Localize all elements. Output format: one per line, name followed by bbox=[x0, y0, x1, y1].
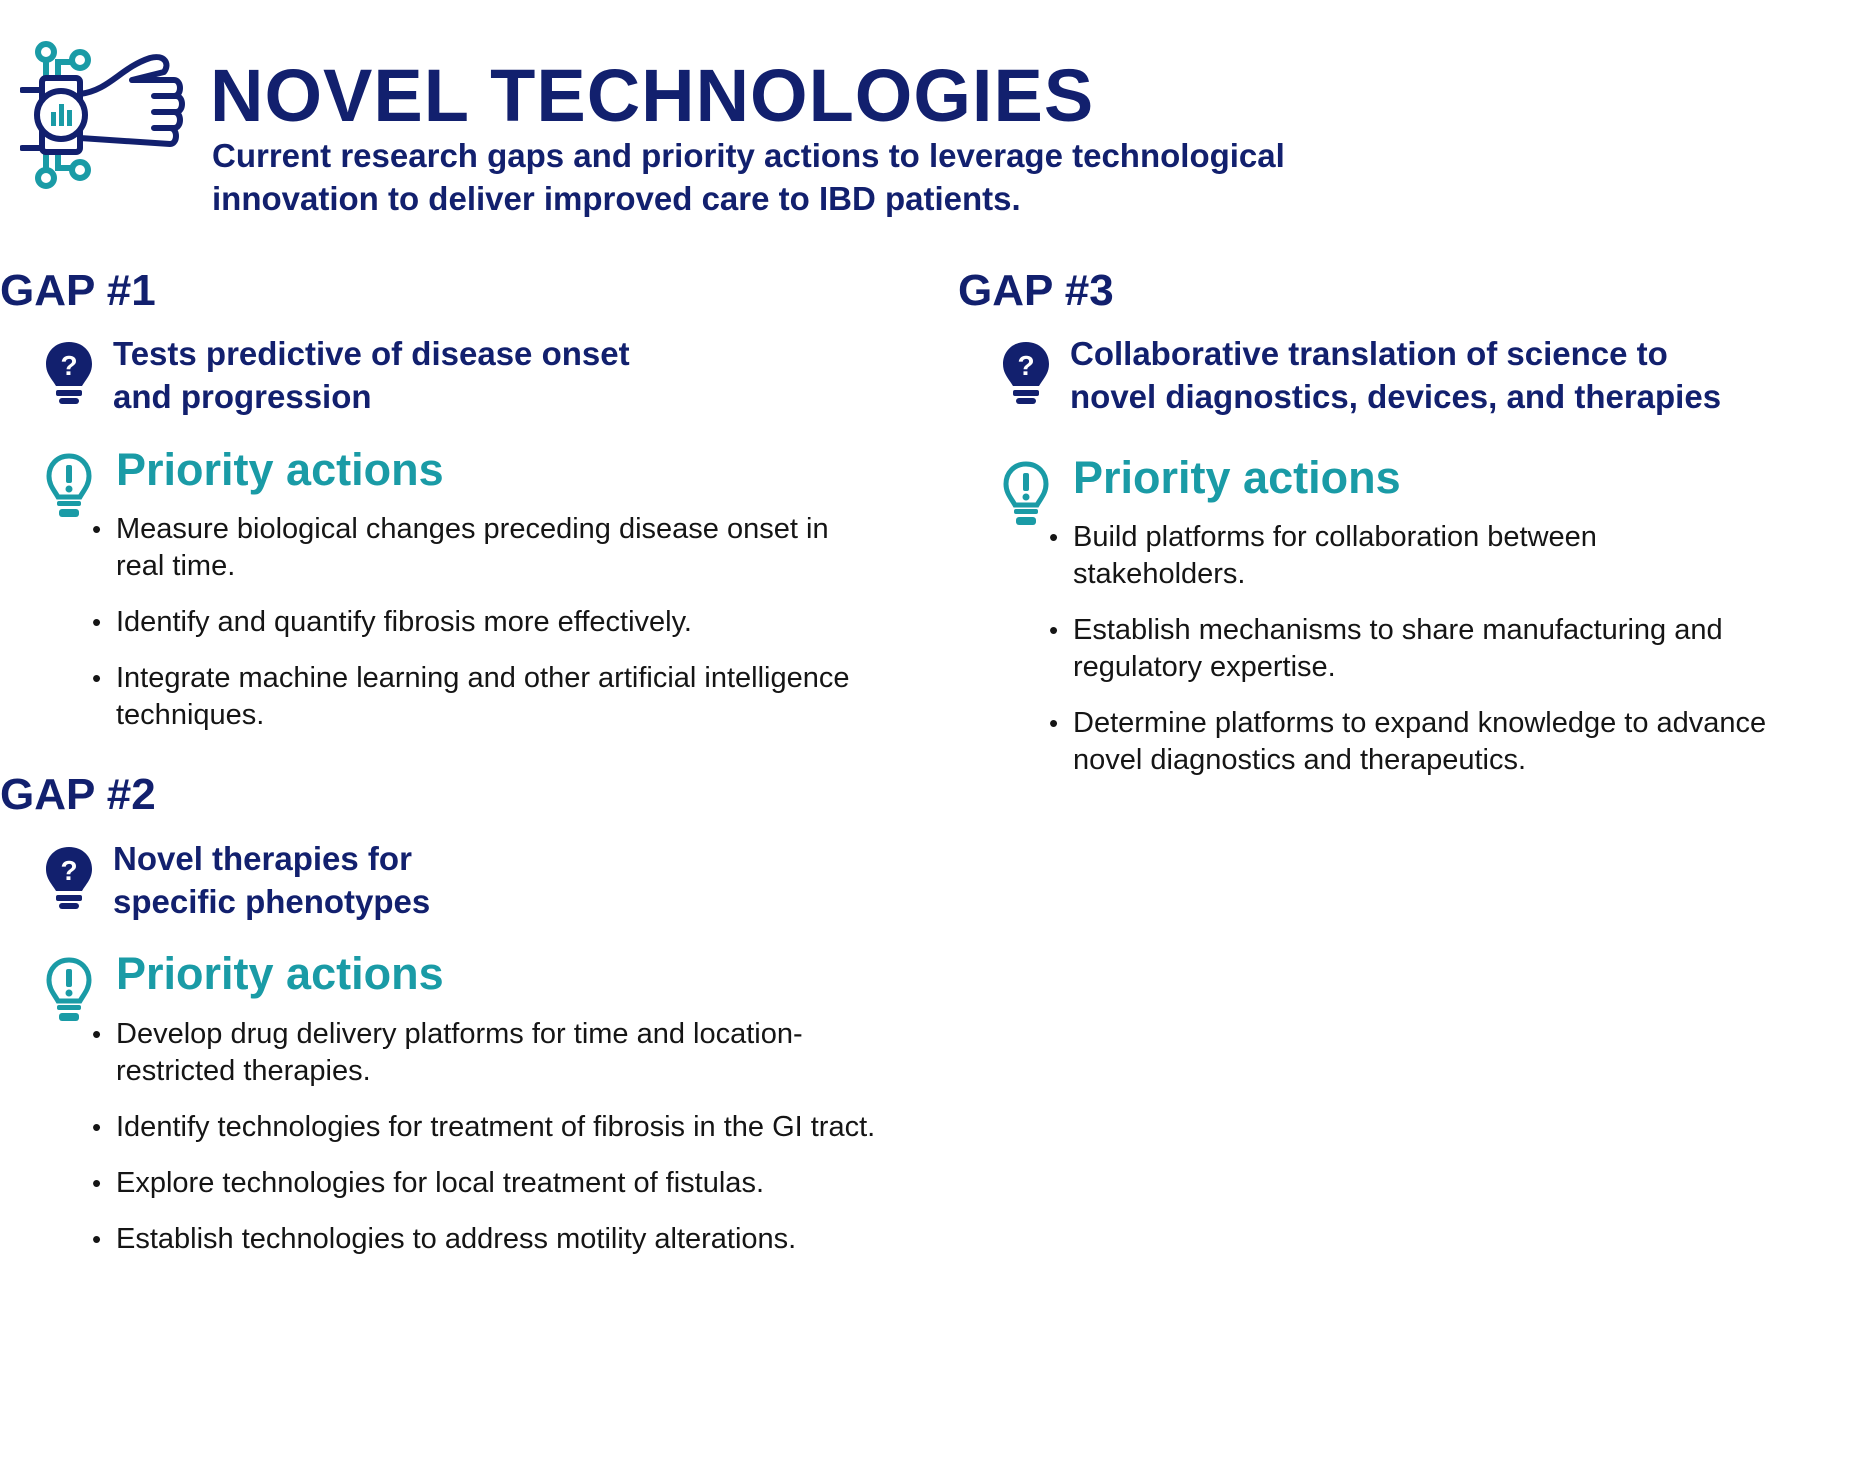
gap-heading: GAP #3 bbox=[958, 266, 1114, 315]
gap-heading: GAP #2 bbox=[0, 770, 156, 819]
list-item: • Develop drug delivery platforms for time and location-restricted therapies. bbox=[92, 1016, 836, 1090]
gap-question-line: Tests predictive of disease onset bbox=[113, 335, 630, 372]
question-bulb-icon bbox=[1001, 340, 1051, 408]
priority-actions-list bbox=[1049, 519, 1849, 798]
list-item: • Integrate machine learning and other artificial intelligence techniques. bbox=[92, 660, 851, 734]
gap-question-line: Collaborative translation of science to bbox=[1070, 335, 1668, 372]
priority-actions-title: Priority actions bbox=[116, 444, 444, 495]
subtitle-line: Current research gaps and priority actions to leverage technological bbox=[212, 137, 1285, 174]
list-item: • Determine platforms to expand knowledge to advance novel diagnostics and therapeutics. bbox=[1049, 705, 1818, 779]
page-subtitle bbox=[212, 134, 1512, 220]
page-title: NOVEL TECHNOLOGIES bbox=[210, 54, 1095, 137]
svg-text:?: ? bbox=[1017, 350, 1035, 381]
exclamation-bulb-icon bbox=[44, 956, 94, 1026]
subtitle-line: innovation to deliver improved care to IBD patients. bbox=[212, 180, 1021, 217]
list-item: • Establish technologies to address motility alterations. bbox=[92, 1221, 816, 1258]
gap-question-line: and progression bbox=[113, 378, 372, 415]
priority-actions-list bbox=[92, 511, 882, 753]
gap-heading: GAP #1 bbox=[0, 266, 156, 315]
svg-text:?: ? bbox=[60, 350, 78, 381]
exclamation-bulb-icon bbox=[44, 452, 94, 522]
gap-question-line: novel diagnostics, devices, and therapies bbox=[1070, 378, 1722, 415]
gap-question-line: specific phenotypes bbox=[113, 883, 431, 920]
exclamation-bulb-icon bbox=[1001, 460, 1051, 530]
priority-actions-title: Priority actions bbox=[116, 948, 444, 999]
gap-question bbox=[113, 332, 630, 418]
question-bulb-icon bbox=[44, 340, 94, 408]
hand-smartwatch-icon bbox=[20, 38, 192, 190]
priority-actions-title: Priority actions bbox=[1073, 452, 1401, 503]
list-item: • Establish mechanisms to share manufacturing and regulatory expertise. bbox=[1049, 612, 1818, 686]
gap-question bbox=[113, 837, 430, 923]
list-item: • Identify and quantify fibrosis more effectively. bbox=[92, 604, 882, 641]
list-item: • Measure biological changes preceding disease onset in real time. bbox=[92, 511, 836, 585]
gap-question-line: Novel therapies for bbox=[113, 840, 412, 877]
gap-question bbox=[1070, 332, 1721, 418]
svg-text:?: ? bbox=[60, 855, 78, 886]
list-item: • Explore technologies for local treatment of fistulas. bbox=[92, 1165, 952, 1202]
list-item: • Build platforms for collaboration between stakeholders. bbox=[1049, 519, 1763, 593]
question-bulb-icon bbox=[44, 845, 94, 913]
list-item: • Identify technologies for treatment of fibrosis in the GI tract. bbox=[92, 1109, 896, 1146]
priority-actions-list bbox=[92, 1016, 952, 1277]
